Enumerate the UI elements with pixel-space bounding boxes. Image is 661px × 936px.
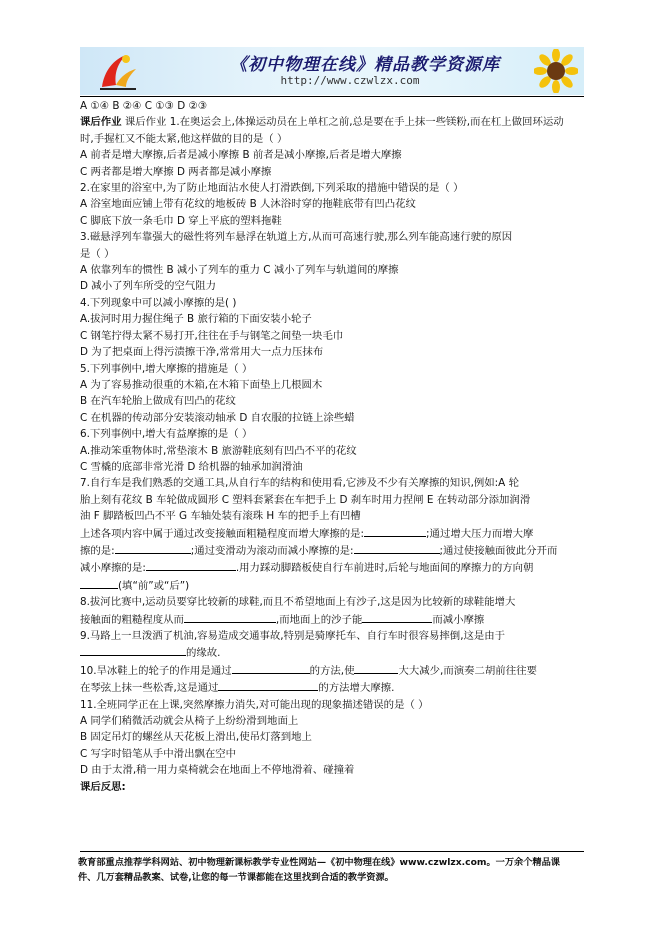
- question-2-text: 2.在家里的浴室中,为了防止地面沾水使人打滑跌倒,下列采取的措施中错误的是（ ）: [80, 182, 464, 195]
- answer-blank[interactable]: [354, 542, 440, 554]
- question-7-fill-2: 擦的是: ;通过变滑动为滚动而减小摩擦的是: ;通过使接触面彼此分开而: [80, 542, 582, 559]
- answer-blank[interactable]: [362, 611, 432, 623]
- footer-line-2: 件、几万套精品教案、试卷,让您的每一节课都能在这里找到合适的教学资源。: [78, 872, 394, 883]
- question-7-text: 7.自行车是我们熟悉的交通工具,从自行车的结构和使用看,它涉及不少有关摩擦的知识,例如:A 轮: [80, 477, 519, 490]
- sunflower-icon: [534, 49, 578, 93]
- question-5-text: 5.下列事例中,增大摩擦的措施是（ ）: [80, 362, 253, 375]
- question-1-options-ab: A 前者是增大摩擦,后者是减小摩擦 B 前者是减小摩擦,后者是增大摩擦: [80, 149, 402, 162]
- question-6-options-ab: A.推动笨重物体时,常垫滚木 B 旅游鞋底刻有凹凸不平的花纹: [80, 444, 357, 457]
- question-3-option-d: D 减小了列车所受的空气阻力: [80, 280, 216, 293]
- question-4-option-c: C 钢笔拧得太紧不易打开,往往在手与钢笔之间垫一块毛巾: [80, 329, 344, 342]
- answer-blank[interactable]: [80, 577, 118, 589]
- question-8-fill: 接触面的粗糙程度从而 ,而地面上的沙子能 而减小摩擦: [80, 611, 582, 628]
- question-11-option-b: B 固定吊灯的螺丝从天花板上滑出,使吊灯落到地上: [80, 731, 312, 744]
- section-label: 课后作业: [80, 116, 122, 129]
- question-7-text-2: 胎上刻有花纹 B 车轮做成圆形 C 塑料套紧套在车把手上 D 刹车时用力捏闸 E 在转动部分添加润滑: [80, 493, 531, 506]
- question-7-fill-4: (填“前”或“后”): [80, 577, 582, 594]
- question-4-option-d: D 为了把桌面上得污渍擦干净,常常用大一点力压抹布: [80, 346, 324, 359]
- answer-blank[interactable]: [364, 525, 426, 537]
- header-rule: [80, 96, 584, 97]
- question-7-text-3: 油 F 脚踏板凹凸不平 G 车轴处装有滚珠 H 车的把手上有凹槽: [80, 510, 361, 523]
- answer-blank[interactable]: [80, 644, 186, 656]
- question-6-text: 6.下列事例中,增大有益摩擦的是（ ）: [80, 428, 253, 441]
- question-11-option-d: D 由于太滑,稍一用力桌椅就会在地面上不停地滑着、碰撞着: [80, 764, 355, 777]
- logo-icon: [96, 51, 140, 91]
- header-banner: [80, 47, 584, 95]
- question-4-text: 4.下列现象中可以减小摩擦的是( ): [80, 296, 237, 309]
- question-11-option-a: A 同学们稍微活动就会从椅子上纷纷滑到地面上: [80, 715, 299, 728]
- question-2-options-ab: A 浴室地面应铺上带有花纹的地板砖 B 人沐浴时穿的拖鞋底带有凹凸花纹: [80, 198, 416, 211]
- question-10-fill-2: 在琴弦上抹一些松香,这是通过 的方法增大摩擦.: [80, 679, 582, 696]
- question-1-options-cd: C 两者都是增大摩擦 D 两者都是减小摩擦: [80, 165, 272, 178]
- question-11-text: 11.全班同学正在上课,突然摩擦力消失,对可能出现的现象描述错误的是（ ）: [80, 698, 429, 711]
- question-8-text: 8.拔河比赛中,运动员要穿比较新的球鞋,而且不希望地面上有沙子,这是因为比较新的球鞋能增大: [80, 596, 516, 609]
- question-5-option-a: A 为了容易推动很重的木箱,在木箱下面垫上几根圆木: [80, 378, 323, 391]
- footer-rule: [80, 851, 584, 852]
- question-3-text-2: 是（ ）: [80, 247, 115, 260]
- question-4-options-ab: A.拔河时用力握住绳子 B 旅行箱的下面安装小轮子: [80, 313, 312, 326]
- answer-blank[interactable]: [146, 559, 236, 571]
- answer-blank[interactable]: [218, 679, 318, 691]
- answer-blank[interactable]: [184, 611, 276, 623]
- question-2-options-cd: C 脚底下放一条毛巾 D 穿上平底的塑料拖鞋: [80, 214, 282, 227]
- footer-line-1: 教育部重点推荐学科网站、初中物理新课标教学专业性网站—《初中物理在线》www.czwlzx.com。一万余个精品课: [78, 857, 560, 868]
- answer-blank[interactable]: [354, 662, 398, 674]
- question-1-text: 课后作业 1.在奥运会上,体操运动员在上单杠之前,总是要在手上抹一些镁粉,而在杠上做回环运动: [124, 116, 564, 129]
- question-11-option-c: C 写字时铅笔从手中滑出飘在空中: [80, 747, 237, 760]
- question-10-fill-1: 10.旱冰鞋上的轮子的作用是通过 的方法,使 大大减少,而演奏二胡前往往要: [80, 662, 582, 679]
- question-1-line-2: 时,手握杠又不能太紧,他这样做的目的是（ ）: [80, 132, 288, 145]
- question-1-line: [80, 114, 582, 130]
- answer-blank[interactable]: [232, 662, 310, 674]
- reflection-heading: 课后反思:: [80, 780, 126, 793]
- question-9-fill: 的缘故.: [80, 644, 582, 661]
- worksheet-content: [80, 98, 582, 795]
- question-3-options-abc: A 依靠列车的惯性 B 减小了列车的重力 C 减小了列车与轨道间的摩擦: [80, 264, 399, 277]
- answer-options: A ①④ B ②④ C ①③ D ②③: [80, 100, 208, 112]
- banner-title: 《初中物理在线》精品教学资源库: [230, 55, 500, 75]
- banner-url[interactable]: http://www.czwlzx.com: [280, 74, 420, 87]
- question-5-options-cd: C 在机器的传动部分安装滚动轴承 D 自农服的拉链上涂些蜡: [80, 411, 355, 424]
- footer: [78, 855, 586, 885]
- question-5-option-b: B 在汽车轮胎上做成有凹凸的花纹: [80, 395, 236, 408]
- question-6-options-cd: C 雪橇的底部非常光滑 D 给机器的轴承加润滑油: [80, 460, 303, 473]
- question-7-fill-3: 减小摩擦的是: .用力踩动脚踏板使自行车前进时,后轮与地面间的摩擦力的方向朝: [80, 559, 582, 576]
- question-9-text: 9.马路上一旦泼洒了机油,容易造成交通事故,特别是骑摩托车、自行车时很容易摔倒,这是由于: [80, 630, 506, 642]
- answer-blank[interactable]: [115, 542, 191, 554]
- question-7-fill-1: 上述各项内容中属于通过改变接触面粗糙程度而增大摩擦的是: ;通过增大压力而增大摩: [80, 525, 582, 542]
- question-3-text: 3.磁悬浮列车靠强大的磁性将列车悬浮在轨道上方,从而可高速行驶,那么列车能高速行驶的原因: [80, 231, 513, 244]
